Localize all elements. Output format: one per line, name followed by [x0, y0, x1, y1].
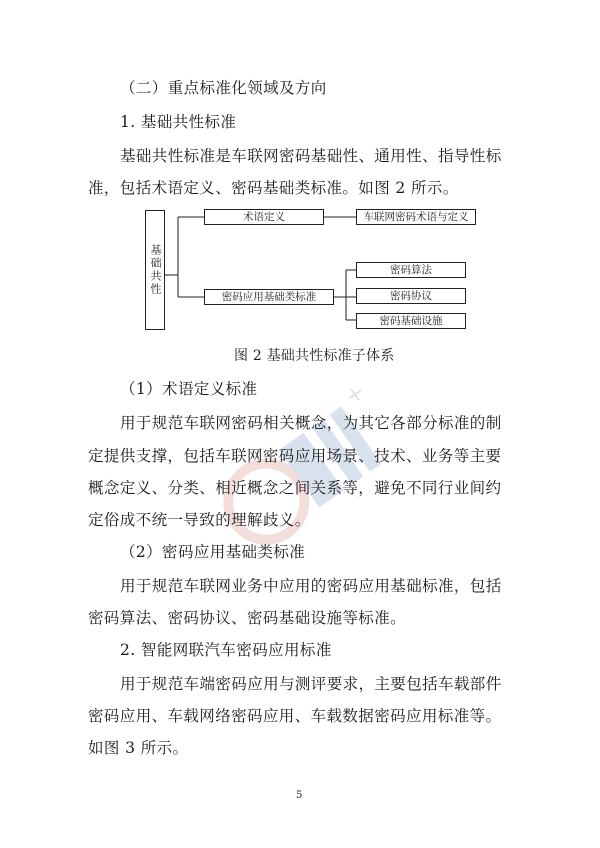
section2-line3: 如图 3 所示。	[88, 739, 189, 757]
sub2-line1: 用于规范车联网业务中应用的密码应用基础标准，包括	[120, 577, 502, 595]
figure-caption: 图 2 基础共性标准子体系	[234, 348, 395, 364]
sub1-line1: 用于规范车联网密码相关概念，为其它各部分标准的制	[120, 414, 502, 432]
sub1-line3: 概念定义、分类、相近概念之间关系等，避免不同行业间约	[88, 479, 502, 497]
sub2-title: （2）密码应用基础类标准	[120, 543, 306, 561]
diagram-node-app: 密码应用基础类标准	[204, 289, 334, 305]
section1-para-line2: 准，包括术语定义、密码基础类标准。如图 2 所示。	[88, 179, 459, 197]
section-heading: （二）重点标准化领域及方向	[120, 79, 327, 97]
page-number: 5	[296, 790, 303, 801]
diagram-root-node: 基础共性	[145, 210, 165, 330]
sub2-line2: 密码算法、密码协议、密码基础设施等标准。	[88, 609, 407, 627]
diagram-node-terms-child: 车联网密码术语与定义	[356, 209, 476, 225]
section1-para-line1: 基础共性标准是车联网密码基础性、通用性、指导性标	[120, 147, 502, 165]
sub1-title: （1）术语定义标准	[120, 380, 258, 398]
diagram-node-terms: 术语定义	[204, 209, 324, 225]
section1-title: 1. 基础共性标准	[120, 113, 237, 131]
diagram-node-algorithm: 密码算法	[356, 262, 466, 278]
section2-title: 2. 智能网联汽车密码应用标准	[120, 641, 332, 659]
diagram-node-infrastructure: 密码基础设施	[356, 313, 466, 329]
sub1-line2: 定提供支撑，包括车联网密码应用场景、技术、业务等主要	[88, 447, 502, 465]
diagram-node-protocol: 密码协议	[356, 288, 466, 304]
section2-line2: 密码应用、车载网络密码应用、车载数据密码应用标准等。	[88, 707, 502, 725]
section2-line1: 用于规范车端密码应用与测评要求，主要包括车载部件	[120, 675, 502, 693]
svg-text:+: +	[340, 379, 371, 411]
sub1-line4: 定俗成不统一导致的理解歧义。	[88, 511, 311, 529]
